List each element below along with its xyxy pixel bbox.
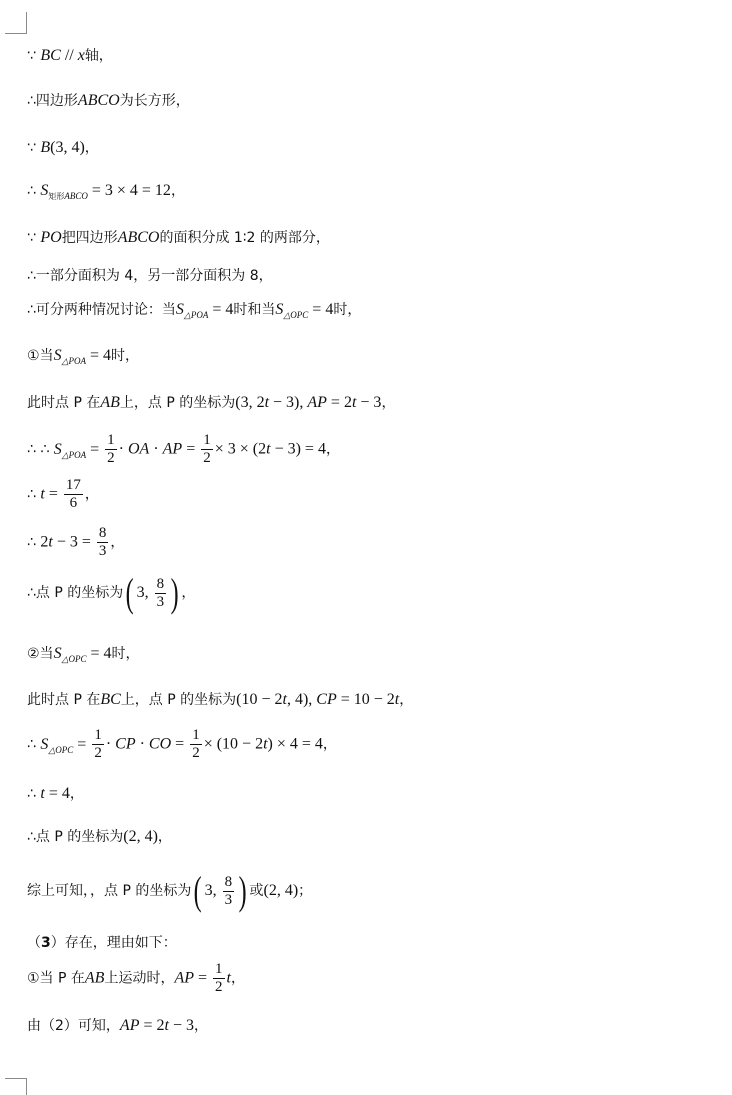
- solution-line-14: ②当$S_{\triangle OPC} = 4$时，: [27, 645, 140, 664]
- solution-line-5: ∵ PO把四边形ABCO的面积分成 1∶2 的两部分，: [27, 229, 330, 246]
- solution-line-17: ∴ t = 4，: [27, 785, 84, 802]
- fraction-eight-thirds: $\frac{8}{3}$: [156, 575, 165, 610]
- fraction-seventeen-sixths: $\frac{17}{6}$: [65, 477, 81, 511]
- solution-line-19: 综上可知，，点 P 的坐标为( 3, $\frac{8}{3}$ ) 或(2, 4)；: [27, 868, 313, 913]
- fraction-eight-thirds: $\frac{8}{3}$: [224, 873, 233, 908]
- solution-line-9: 此时点 P 在AB上，点 P 的坐标为(3, 2t − 3), AP = 2t − 3，: [27, 394, 396, 411]
- crop-mark-top-vertical: [26, 12, 27, 34]
- solution-line-16: ∴ $S_{\triangle OPC}$ = $\frac{1}{2}$ · CP · CO = $\frac{1}{2}$ × (10 − 2t) × 4 = 4，: [27, 727, 337, 761]
- solution-line-18: ∴点 P 的坐标为(2, 4)，: [27, 828, 172, 845]
- solution-line-6: ∴一部分面积为 4，另一部分面积为 8，: [27, 268, 273, 284]
- fraction-one-half: $\frac{1}{2}$: [192, 727, 200, 761]
- crop-mark-bottom-horizontal: [5, 1078, 26, 1079]
- solution-line-21: ①当 P 在AB上运动时，AP = $\frac{1}{2}$ t，: [27, 961, 245, 995]
- fraction-one-half: $\frac{1}{2}$: [94, 727, 102, 761]
- solution-line-10: ∴ ∴ $S_{\triangle POA}$ = $\frac{1}{2}$ · OA · AP = $\frac{1}{2}$ × 3 × (2t − 3) = 4，: [27, 432, 340, 466]
- crop-mark-bottom-vertical: [26, 1078, 27, 1095]
- fraction-one-half: $\frac{1}{2}$: [203, 432, 211, 466]
- solution-line-20: （3）存在，理由如下：: [27, 935, 177, 951]
- fraction-one-half: $\frac{1}{2}$: [215, 961, 223, 995]
- solution-line-8: ①当$S_{\triangle POA} = 4$时，: [27, 347, 140, 366]
- fraction-one-half: $\frac{1}{2}$: [107, 432, 115, 466]
- solution-line-4: ∴ $S_{矩形ABCO} = 3 \times 4 = 12$，: [27, 182, 185, 201]
- solution-line-3: ∵ B(3, 4)，: [27, 139, 99, 156]
- solution-line-15: 此时点 P 在BC上，点 P 的坐标为(10 − 2t, 4), CP = 10 − 2t，: [27, 691, 414, 708]
- fraction-eight-thirds: $\frac{8}{3}$: [98, 525, 107, 559]
- crop-mark-top-horizontal: [5, 33, 26, 34]
- solution-line-11: ∴ t = $\frac{17}{6}$ ，: [27, 477, 99, 511]
- solution-line-22: 由（2）可知，AP = 2t − 3，: [27, 1017, 208, 1034]
- solution-line-7: ∴可分两种情况讨论：当$S_{\triangle POA} = 4$时和当$S_{\triangle OPC} = 4$时，: [27, 301, 362, 320]
- solution-line-12: ∴ 2t − 3 = $\frac{8}{3}$ ，: [27, 525, 125, 559]
- solution-line-2: ∴四边形ABCO为长方形，: [27, 92, 190, 109]
- solution-line-1: ∵ BC // x轴，: [27, 47, 113, 64]
- solution-line-13: ∴点 P 的坐标为( 3, $\frac{8}{3}$ ) ，: [27, 570, 196, 615]
